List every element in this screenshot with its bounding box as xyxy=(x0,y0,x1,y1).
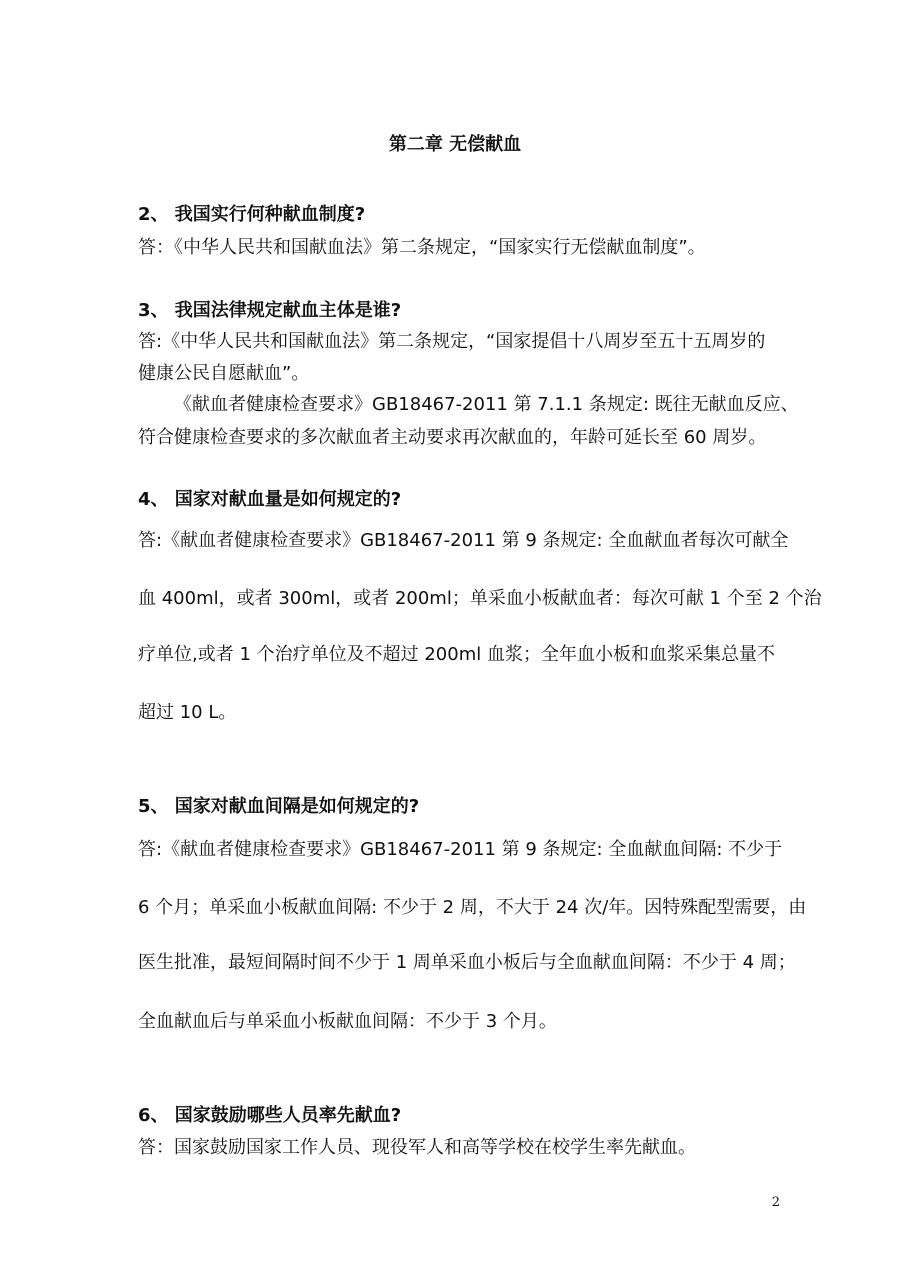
question-4: 4、 国家对献血量是如何规定的? xyxy=(138,489,402,510)
question-2: 2、 我国实行何种献血制度? xyxy=(138,204,366,225)
answer-4-line-1: 答:《献血者健康检查要求》GB18467-2011 第 9 条规定: 全血献血者每次可献全 xyxy=(138,530,789,551)
answer-4-line-3: 疗单位,或者 1 个治疗单位及不超过 200ml 血浆；全年血小板和血浆采集总量不 xyxy=(138,644,775,665)
question-6: 6、 国家鼓励哪些人员率先献血? xyxy=(138,1105,402,1126)
answer-5-line-2: 6 个月；单采血小板献血间隔: 不少于 2 周，不大于 24 次/年。因特殊配型需要，由 xyxy=(138,897,807,918)
chapter-title: 第二章 无偿献血 xyxy=(388,134,522,155)
page-number: 2 xyxy=(771,1195,780,1210)
answer-4-line-4: 超过 10 L。 xyxy=(138,702,237,723)
answer-6-line-1: 答：国家鼓励国家工作人员、现役军人和高等学校在校学生率先献血。 xyxy=(138,1137,696,1158)
question-3: 3、 我国法律规定献血主体是谁? xyxy=(138,300,402,321)
answer-3-line-1: 答:《中华人民共和国献血法》第二条规定，“国家提倡十八周岁至五十五周岁的 xyxy=(138,331,766,352)
answer-5-line-1: 答:《献血者健康检查要求》GB18467-2011 第 9 条规定: 全血献血间隔: 不少于 xyxy=(138,839,783,860)
answer-2-line-1: 答：《中华人民共和国献血法》第二条规定，“国家实行无偿献血制度”。 xyxy=(138,237,706,258)
answer-5-line-3: 医生批准，最短间隔时间不少于 1 周单采血小板后与全血献血间隔：不少于 4 周； xyxy=(138,952,796,973)
answer-3-line-2: 健康公民自愿献血”。 xyxy=(138,363,310,384)
answer-3-line-4: 符合健康检查要求的多次献血者主动要求再次献血的，年龄可延长至 60 周岁。 xyxy=(138,427,767,448)
answer-3-line-3: 《献血者健康检查要求》GB18467-2011 第 7.1.1 条规定: 既往无献血反应、 xyxy=(174,394,799,415)
answer-4-line-2: 血 400ml，或者 300ml，或者 200ml；单采血小板献血者：每次可献 1 个至 2 个治 xyxy=(138,588,822,609)
question-5: 5、 国家对献血间隔是如何规定的? xyxy=(138,796,420,817)
answer-5-line-4: 全血献血后与单采血小板献血间隔：不少于 3 个月。 xyxy=(138,1011,557,1032)
